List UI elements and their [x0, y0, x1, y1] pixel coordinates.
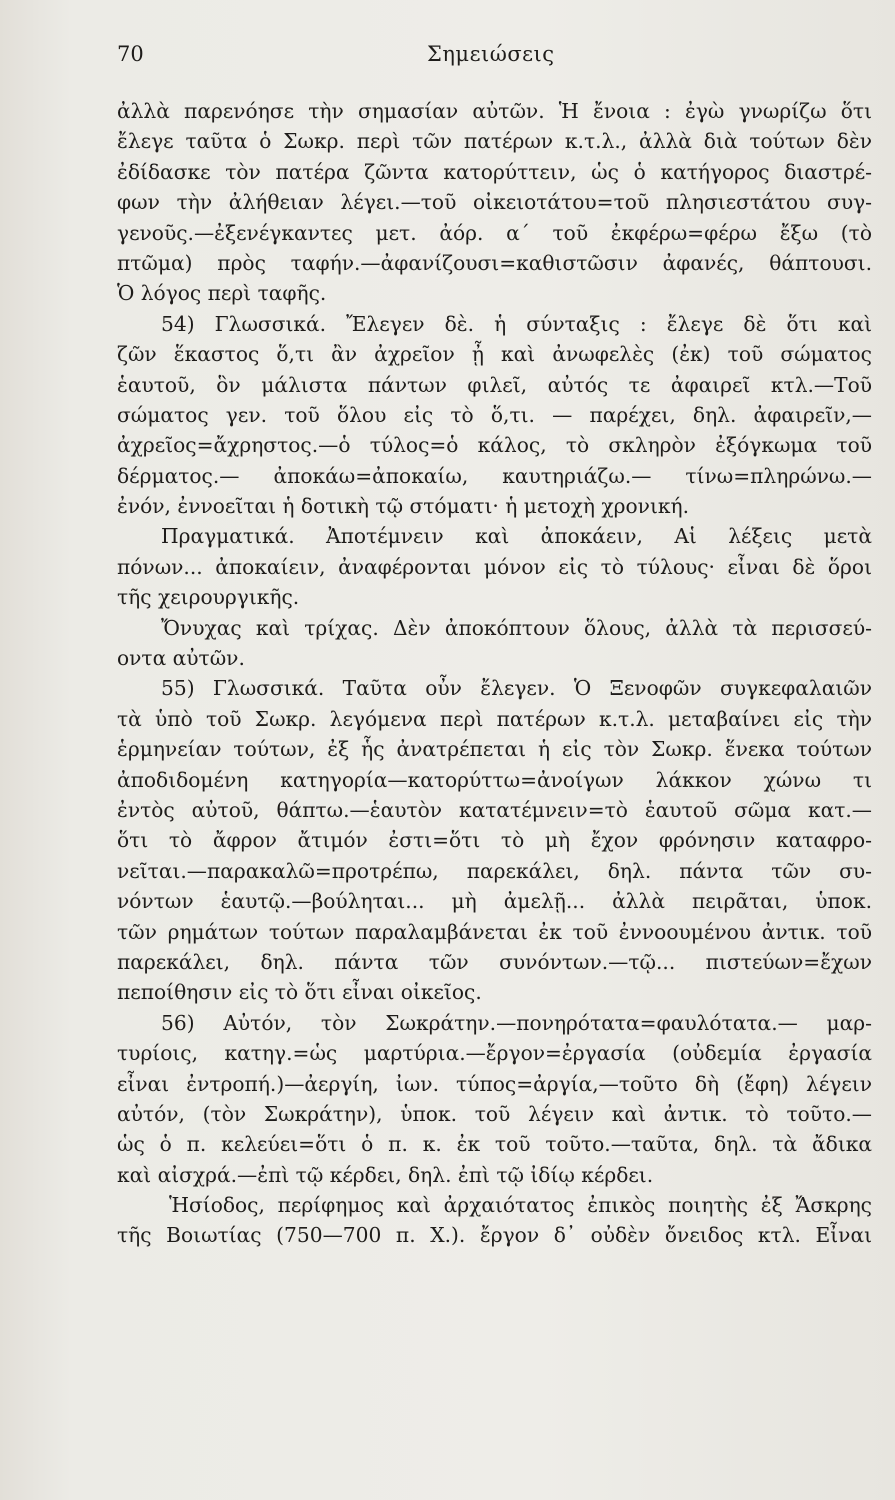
text-line: εἶναι ἐντροπή.)—ἀεργίη, ἰων. τύπος=ἀργία,—τοῦτο δὴ (ἔφη) λέγειν	[117, 1071, 872, 1096]
text-line: τυρίοις, κατηγ.=ὡς μαρτύρια.—ἔργον=ἐργασία (οὐδεμία ἐργασία	[117, 1041, 872, 1066]
text-line: πτῶμα) πρὸς ταφήν.—ἀφανίζουσι=καθιστῶσιν ἀφανές, θάπτουσι.	[117, 250, 872, 275]
text-line: ἐδίδασκε τὸν πατέρα ζῶντα κατορύττειν, ὡς ὁ κατήγορος διαστρέ-	[117, 159, 872, 184]
text-line: ἀλλὰ παρενόησε τὴν σημασίαν αὐτῶν. Ἡ ἔνοια : ἐγὼ γνωρίζω ὅτι	[117, 99, 872, 123]
text-line: ζῶν ἕκαστος ὅ,τι ἂν ἀχρεῖον ᾖ καὶ ἀνωφελὲς (ἐκ) τοῦ σώματος	[117, 342, 872, 367]
note-55-start: 55) Γλωσσικά. Ταῦτα οὖν ἔλεγεν. Ὁ Ξενοφῶν συγκεφαλαιῶν	[161, 676, 872, 701]
text-line: Ὁ λόγος περὶ ταφῆς.	[117, 281, 327, 306]
text-line: ἑαυτοῦ, ὃν μάλιστα πάντων φιλεῖ, αὐτός τε ἀφαιρεῖ κτλ.—Τοῦ	[117, 372, 872, 397]
onychas-start: Ὄνυχας καὶ τρίχας. Δὲν ἀποκόπτουν ὅλους, ἀλλὰ τὰ περισσεύ-	[161, 615, 872, 640]
text-line: ὡς ὁ π. κελεύει=ὅτι ὁ π. κ. ἐκ τοῦ τοῦτο.—ταῦτα, δηλ. τὰ ἄδικα	[117, 1132, 872, 1157]
running-title: Σημειώσεις	[427, 42, 555, 66]
note-54-start: 54) Γλωσσικά. Ἔλεγεν δὲ. ἡ σύνταξις : ἔλεγε δὲ ὅτι καὶ	[161, 311, 872, 336]
text-line: ἐνόν, ἐννοεῖται ἡ δοτικὴ τῷ στόματι· ἡ μετοχὴ χρονική.	[117, 494, 689, 519]
text-line: καὶ αἰσχρά.—ἐπὶ τῷ κέρδει, δηλ. ἐπὶ τῷ ἰδίῳ κέρδει.	[117, 1162, 654, 1187]
text-line: νεῖται.—παρακαλῶ=προτρέπω, παρεκάλει, δηλ. πάντα τῶν συ-	[117, 858, 872, 883]
text-line: τῆς χειρουργικῆς.	[117, 585, 300, 610]
note-56-start: 56) Αὐτόν, τὸν Σωκράτην.—πονηρότατα=φαυλότατα.— μαρ-	[161, 1010, 872, 1035]
page-body	[117, 96, 872, 1251]
text-line: ἀχρεῖος=ἄχρηστος.—ὁ τύλος=ὁ κάλος, τὸ σκληρὸν ἐξόγκωμα τοῦ	[117, 433, 872, 458]
page-header	[117, 42, 850, 82]
page-number: 70	[117, 42, 144, 66]
text-line: παρεκάλει, δηλ. πάντα τῶν συνόντων.—τῷ... πιστεύων=ἔχων	[117, 949, 872, 974]
text-line: τὰ ὑπὸ τοῦ Σωκρ. λεγόμενα περὶ πατέρων κ.τ.λ. μεταβαίνει εἰς τὴν	[117, 706, 872, 731]
pragmatika-start: Πραγματικά. Ἀποτέμνειν καὶ ἀποκάειν, Αἱ λέξεις μετὰ	[161, 524, 872, 549]
text-line: ὅτι τὸ ἄφρον ἄτιμόν ἐστι=ὅτι τὸ μὴ ἔχον φρόνησιν καταφρο-	[117, 828, 872, 853]
text-line: φων τὴν ἀλήθειαν λέγει.—τοῦ οἰκειοτάτου=τοῦ πλησιεστάτου συγ-	[117, 190, 872, 215]
text-line: τῆς Βοιωτίας (750—700 π. Χ.). ἔργον δ᾽ οὐδὲν ὄνειδος κτλ. Εἶναι	[117, 1223, 872, 1248]
text-line: πεποίθησιν εἰς τὸ ὅτι εἶναι οἰκεῖος.	[117, 980, 482, 1005]
text-line: οντα αὐτῶν.	[117, 646, 245, 671]
text-line: γενοῦς.—ἐξενέγκαντες μετ. ἀόρ. α΄ τοῦ ἐκφέρω=φέρω ἔξω (τὸ	[117, 220, 872, 245]
hesiodos-start: Ἡσίοδος, περίφημος καὶ ἀρχαιότατος ἐπικὸς ποιητὴς ἐξ Ἄσκρης	[169, 1193, 872, 1218]
text-line: δέρματος.— ἀποκάω=ἀποκαίω, καυτηριάζω.— τίνω=πληρώνω.—	[117, 463, 872, 488]
text-line: ἀποδιδομένη κατηγορία—κατορύττω=ἀνοίγων λάκκον χώνω τι	[117, 767, 872, 792]
text-line: νόντων ἑαυτῷ.—βούληται... μὴ ἀμελῇ... ἀλλὰ πειρᾶται, ὑποκ.	[117, 889, 872, 914]
text-line: αὐτόν, (τὸν Σωκράτην), ὑποκ. τοῦ λέγειν καὶ ἀντικ. τὸ τοῦτο.—	[117, 1101, 872, 1126]
text-line: ἑρμηνείαν τούτων, ἐξ ἧς ἀνατρέπεται ἡ εἰς τὸν Σωκρ. ἕνεκα τούτων	[117, 737, 872, 762]
text-line: ἔλεγε ταῦτα ὁ Σωκρ. περὶ τῶν πατέρων κ.τ.λ., ἀλλὰ διὰ τούτων δὲν	[117, 129, 872, 154]
text-line: σώματος γεν. τοῦ ὅλου εἰς τὸ ὅ,τι. — παρέχει, δηλ. ἀφαιρεῖν,—	[117, 402, 872, 427]
text-line: τῶν ρημάτων τούτων παραλαμβάνεται ἐκ τοῦ ἐννοουμένου ἀντικ. τοῦ	[117, 919, 872, 944]
text-line: ἐντὸς αὐτοῦ, θάπτω.—ἑαυτὸν κατατέμνειν=τὸ ἑαυτοῦ σῶμα κατ.—	[117, 797, 872, 822]
text-line: πόνων... ἀποκαίειν, ἀναφέρονται μόνον εἰς τὸ τύλους· εἶναι δὲ ὅροι	[117, 554, 872, 579]
